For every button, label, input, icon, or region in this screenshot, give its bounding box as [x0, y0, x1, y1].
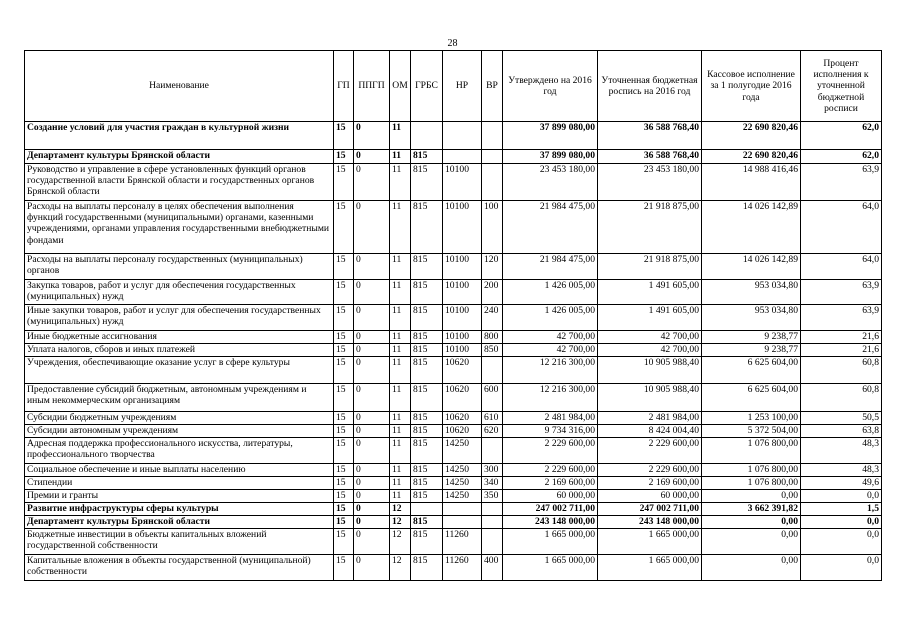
cell-vr: 850	[482, 344, 503, 357]
cell-grbs: 815	[411, 357, 443, 384]
header-grbs: ГРБС	[411, 51, 443, 122]
cell-gp: 15	[334, 477, 354, 490]
table-row	[25, 464, 882, 477]
cell-executed: 1 076 800,00	[702, 477, 801, 490]
cell-revised: 10 905 988,40	[598, 357, 702, 384]
cell-approved: 23 453 180,00	[503, 164, 598, 201]
header-executed: Кассовое исполнение за 1 полугодие 2016 года	[702, 51, 801, 122]
cell-revised: 1 491 605,00	[598, 280, 702, 305]
cell-revised: 42 700,00	[598, 331, 702, 344]
cell-ppgp: 0	[354, 201, 390, 254]
cell-gp: 15	[334, 254, 354, 280]
cell-name: Уплата налогов, сборов и иных платежей	[25, 344, 334, 357]
cell-executed: 14 988 416,46	[702, 164, 801, 201]
cell-vr: 100	[482, 201, 503, 254]
cell-om: 11	[390, 201, 411, 254]
cell-approved: 37 899 080,00	[503, 122, 598, 150]
cell-nr: 10100	[443, 254, 482, 280]
cell-name: Развитие инфраструктуры сферы культуры	[25, 503, 334, 516]
cell-om: 11	[390, 254, 411, 280]
cell-grbs: 815	[411, 555, 443, 581]
cell-nr: 11260	[443, 529, 482, 555]
cell-percent: 21,6	[801, 331, 882, 344]
cell-grbs: 815	[411, 280, 443, 305]
cell-nr: 14250	[443, 464, 482, 477]
cell-ppgp: 0	[354, 254, 390, 280]
cell-executed: 0,00	[702, 516, 801, 529]
cell-approved: 2 229 600,00	[503, 464, 598, 477]
cell-percent: 60,8	[801, 384, 882, 412]
cell-nr	[443, 122, 482, 150]
cell-nr: 11260	[443, 555, 482, 581]
cell-revised: 10 905 988,40	[598, 384, 702, 412]
cell-percent: 48,3	[801, 438, 882, 464]
cell-grbs: 815	[411, 516, 443, 529]
cell-executed: 1 076 800,00	[702, 464, 801, 477]
cell-percent: 63,8	[801, 425, 882, 438]
cell-grbs: 815	[411, 384, 443, 412]
cell-grbs: 815	[411, 425, 443, 438]
cell-grbs: 815	[411, 201, 443, 254]
table-row	[25, 516, 882, 529]
cell-executed: 1 076 800,00	[702, 438, 801, 464]
cell-approved: 2 229 600,00	[503, 438, 598, 464]
table-row	[25, 357, 882, 384]
table-row	[25, 164, 882, 201]
cell-gp: 15	[334, 425, 354, 438]
cell-revised: 2 481 984,00	[598, 412, 702, 425]
cell-ppgp: 0	[354, 164, 390, 201]
cell-nr: 10100	[443, 331, 482, 344]
cell-vr	[482, 529, 503, 555]
cell-approved: 42 700,00	[503, 344, 598, 357]
cell-name: Бюджетные инвестиции в объекты капитальных вложений государственной собственности	[25, 529, 334, 555]
cell-vr	[482, 357, 503, 384]
cell-gp: 15	[334, 503, 354, 516]
cell-approved: 21 984 475,00	[503, 201, 598, 254]
cell-om: 11	[390, 477, 411, 490]
cell-gp: 15	[334, 331, 354, 344]
cell-vr	[482, 503, 503, 516]
cell-om: 11	[390, 164, 411, 201]
table-row	[25, 201, 882, 254]
cell-approved: 1 665 000,00	[503, 529, 598, 555]
cell-percent: 48,3	[801, 464, 882, 477]
table-row	[25, 438, 882, 464]
cell-revised: 1 665 000,00	[598, 555, 702, 581]
cell-revised: 2 169 600,00	[598, 477, 702, 490]
cell-nr	[443, 516, 482, 529]
table-row	[25, 150, 882, 164]
table-row	[25, 122, 882, 150]
cell-om: 12	[390, 555, 411, 581]
cell-executed: 953 034,80	[702, 305, 801, 331]
cell-approved: 243 148 000,00	[503, 516, 598, 529]
cell-vr: 340	[482, 477, 503, 490]
cell-revised: 8 424 004,40	[598, 425, 702, 438]
cell-percent: 60,8	[801, 357, 882, 384]
cell-gp: 15	[334, 164, 354, 201]
cell-name: Адресная поддержка профессионального искусства, литературы, профессионального творчества	[25, 438, 334, 464]
header-nr: НР	[443, 51, 482, 122]
cell-om: 11	[390, 412, 411, 425]
cell-grbs: 815	[411, 477, 443, 490]
cell-nr: 10100	[443, 201, 482, 254]
cell-approved: 1 426 005,00	[503, 280, 598, 305]
cell-name: Расходы на выплаты персоналу государственных (муниципальных) органов	[25, 254, 334, 280]
cell-vr: 200	[482, 280, 503, 305]
cell-approved: 60 000,00	[503, 490, 598, 503]
cell-revised: 36 588 768,40	[598, 122, 702, 150]
cell-nr: 14250	[443, 490, 482, 503]
cell-percent: 62,0	[801, 122, 882, 150]
cell-om: 11	[390, 122, 411, 150]
cell-percent: 0,0	[801, 529, 882, 555]
table-row	[25, 384, 882, 412]
cell-approved: 9 734 316,00	[503, 425, 598, 438]
cell-vr: 600	[482, 384, 503, 412]
budget-table	[24, 50, 882, 581]
cell-vr	[482, 164, 503, 201]
cell-om: 11	[390, 344, 411, 357]
cell-approved: 2 481 984,00	[503, 412, 598, 425]
cell-name: Иные бюджетные ассигнования	[25, 331, 334, 344]
cell-vr: 620	[482, 425, 503, 438]
cell-percent: 63,9	[801, 164, 882, 201]
cell-percent: 64,0	[801, 201, 882, 254]
cell-vr: 400	[482, 555, 503, 581]
header-name: Наименование	[25, 51, 334, 122]
cell-executed: 6 625 604,00	[702, 384, 801, 412]
cell-nr: 10620	[443, 425, 482, 438]
cell-name: Руководство и управление в сфере установленных функций органов государственной власти Брянской области и государственных органов Брянской области	[25, 164, 334, 201]
header-vr: ВР	[482, 51, 503, 122]
cell-nr: 10100	[443, 164, 482, 201]
cell-gp: 15	[334, 344, 354, 357]
cell-gp: 15	[334, 384, 354, 412]
cell-percent: 62,0	[801, 150, 882, 164]
header-om: ОМ	[390, 51, 411, 122]
cell-gp: 15	[334, 357, 354, 384]
cell-name: Департамент культуры Брянской области	[25, 150, 334, 164]
header-approved: Утверждено на 2016 год	[503, 51, 598, 122]
cell-executed: 14 026 142,89	[702, 254, 801, 280]
cell-om: 12	[390, 516, 411, 529]
table-row	[25, 412, 882, 425]
cell-ppgp: 0	[354, 464, 390, 477]
cell-om: 11	[390, 280, 411, 305]
cell-grbs: 815	[411, 254, 443, 280]
cell-revised: 2 229 600,00	[598, 438, 702, 464]
cell-revised: 42 700,00	[598, 344, 702, 357]
cell-revised: 1 665 000,00	[598, 529, 702, 555]
cell-executed: 1 253 100,00	[702, 412, 801, 425]
cell-name: Расходы на выплаты персоналу в целях обеспечения выполнения функций государственными (муниципальными) органами, казенными учреждениями, органами управления государственными внебюджетными фондами	[25, 201, 334, 254]
cell-grbs: 815	[411, 438, 443, 464]
table-row	[25, 503, 882, 516]
cell-gp: 15	[334, 464, 354, 477]
cell-executed: 0,00	[702, 529, 801, 555]
cell-gp: 15	[334, 305, 354, 331]
cell-revised: 247 002 711,00	[598, 503, 702, 516]
cell-name: Предоставление субсидий бюджетным, автономным учреждениям и иным некоммерческим организациям	[25, 384, 334, 412]
cell-om: 12	[390, 503, 411, 516]
cell-nr: 10100	[443, 344, 482, 357]
cell-gp: 15	[334, 529, 354, 555]
cell-om: 11	[390, 305, 411, 331]
cell-executed: 9 238,77	[702, 331, 801, 344]
cell-percent: 50,5	[801, 412, 882, 425]
cell-vr	[482, 150, 503, 164]
cell-ppgp: 0	[354, 516, 390, 529]
cell-ppgp: 0	[354, 529, 390, 555]
cell-ppgp: 0	[354, 477, 390, 490]
header-percent: Процент исполнения к уточненной бюджетной росписи	[801, 51, 882, 122]
cell-executed: 0,00	[702, 490, 801, 503]
cell-vr: 610	[482, 412, 503, 425]
cell-executed: 5 372 504,00	[702, 425, 801, 438]
cell-vr	[482, 516, 503, 529]
table-row	[25, 331, 882, 344]
cell-om: 11	[390, 331, 411, 344]
cell-percent: 0,0	[801, 516, 882, 529]
cell-name: Субсидии автономным учреждениям	[25, 425, 334, 438]
cell-grbs: 815	[411, 464, 443, 477]
cell-gp: 15	[334, 122, 354, 150]
cell-executed: 953 034,80	[702, 280, 801, 305]
cell-approved: 42 700,00	[503, 331, 598, 344]
cell-gp: 15	[334, 555, 354, 581]
cell-gp: 15	[334, 516, 354, 529]
cell-nr: 14250	[443, 438, 482, 464]
cell-approved: 12 216 300,00	[503, 384, 598, 412]
cell-revised: 23 453 180,00	[598, 164, 702, 201]
cell-grbs: 815	[411, 331, 443, 344]
cell-approved: 1 426 005,00	[503, 305, 598, 331]
cell-ppgp: 0	[354, 490, 390, 503]
cell-ppgp: 0	[354, 412, 390, 425]
cell-approved: 2 169 600,00	[503, 477, 598, 490]
cell-om: 11	[390, 425, 411, 438]
table-row	[25, 477, 882, 490]
cell-revised: 60 000,00	[598, 490, 702, 503]
cell-approved: 37 899 080,00	[503, 150, 598, 164]
table-header-row	[25, 51, 882, 122]
cell-grbs: 815	[411, 164, 443, 201]
cell-executed: 14 026 142,89	[702, 201, 801, 254]
cell-name: Капитальные вложения в объекты государственной (муниципальной) собственности	[25, 555, 334, 581]
cell-revised: 2 229 600,00	[598, 464, 702, 477]
cell-vr	[482, 438, 503, 464]
cell-percent: 21,6	[801, 344, 882, 357]
cell-nr: 10620	[443, 412, 482, 425]
cell-name: Субсидии бюджетным учреждениям	[25, 412, 334, 425]
table-row	[25, 344, 882, 357]
cell-nr: 10620	[443, 384, 482, 412]
cell-nr: 10620	[443, 357, 482, 384]
cell-name: Социальное обеспечение и иные выплаты населению	[25, 464, 334, 477]
cell-percent: 0,0	[801, 490, 882, 503]
cell-ppgp: 0	[354, 122, 390, 150]
cell-grbs: 815	[411, 412, 443, 425]
cell-grbs: 815	[411, 529, 443, 555]
header-ppgp: ППГП	[354, 51, 390, 122]
cell-gp: 15	[334, 150, 354, 164]
cell-gp: 15	[334, 280, 354, 305]
cell-ppgp: 0	[354, 357, 390, 384]
cell-percent: 64,0	[801, 254, 882, 280]
cell-om: 11	[390, 438, 411, 464]
page-number: 28	[447, 38, 458, 49]
table-row	[25, 555, 882, 581]
cell-vr: 350	[482, 490, 503, 503]
cell-executed: 9 238,77	[702, 344, 801, 357]
table-row	[25, 425, 882, 438]
cell-ppgp: 0	[354, 438, 390, 464]
cell-name: Иные закупки товаров, работ и услуг для обеспечения государственных (муниципальных) нужд	[25, 305, 334, 331]
cell-gp: 15	[334, 412, 354, 425]
cell-vr: 300	[482, 464, 503, 477]
cell-ppgp: 0	[354, 344, 390, 357]
cell-nr: 10100	[443, 305, 482, 331]
cell-nr: 14250	[443, 477, 482, 490]
cell-revised: 21 918 875,00	[598, 254, 702, 280]
cell-grbs	[411, 122, 443, 150]
cell-grbs	[411, 503, 443, 516]
cell-grbs: 815	[411, 305, 443, 331]
cell-nr	[443, 150, 482, 164]
table-row	[25, 280, 882, 305]
table-row	[25, 529, 882, 555]
cell-name: Закупка товаров, работ и услуг для обеспечения государственных (муниципальных) нужд	[25, 280, 334, 305]
cell-name: Департамент культуры Брянской области	[25, 516, 334, 529]
cell-vr: 800	[482, 331, 503, 344]
cell-vr: 120	[482, 254, 503, 280]
cell-percent: 0,0	[801, 555, 882, 581]
cell-percent: 49,6	[801, 477, 882, 490]
cell-name: Создание условий для участия граждан в культурной жизни	[25, 122, 334, 150]
cell-executed: 3 662 391,82	[702, 503, 801, 516]
cell-approved: 12 216 300,00	[503, 357, 598, 384]
cell-revised: 243 148 000,00	[598, 516, 702, 529]
cell-om: 12	[390, 529, 411, 555]
cell-om: 11	[390, 464, 411, 477]
cell-ppgp: 0	[354, 305, 390, 331]
cell-ppgp: 0	[354, 280, 390, 305]
cell-revised: 21 918 875,00	[598, 201, 702, 254]
cell-gp: 15	[334, 490, 354, 503]
header-revised: Уточненная бюджетная роспись на 2016 год	[598, 51, 702, 122]
cell-percent: 1,5	[801, 503, 882, 516]
cell-executed: 0,00	[702, 555, 801, 581]
cell-ppgp: 0	[354, 331, 390, 344]
cell-name: Учреждения, обеспечивающие оказание услуг в сфере культуры	[25, 357, 334, 384]
table-row	[25, 490, 882, 503]
table-row	[25, 254, 882, 280]
cell-om: 11	[390, 490, 411, 503]
cell-vr	[482, 122, 503, 150]
table-row	[25, 305, 882, 331]
cell-nr: 10100	[443, 280, 482, 305]
cell-approved: 247 002 711,00	[503, 503, 598, 516]
cell-approved: 1 665 000,00	[503, 555, 598, 581]
cell-revised: 36 588 768,40	[598, 150, 702, 164]
cell-grbs: 815	[411, 344, 443, 357]
cell-ppgp: 0	[354, 555, 390, 581]
cell-gp: 15	[334, 438, 354, 464]
cell-vr: 240	[482, 305, 503, 331]
cell-revised: 1 491 605,00	[598, 305, 702, 331]
cell-executed: 22 690 820,46	[702, 122, 801, 150]
cell-ppgp: 0	[354, 150, 390, 164]
cell-om: 11	[390, 357, 411, 384]
cell-grbs: 815	[411, 150, 443, 164]
cell-executed: 6 625 604,00	[702, 357, 801, 384]
cell-approved: 21 984 475,00	[503, 254, 598, 280]
cell-executed: 22 690 820,46	[702, 150, 801, 164]
cell-name: Премии и гранты	[25, 490, 334, 503]
cell-ppgp: 0	[354, 384, 390, 412]
header-gp: ГП	[334, 51, 354, 122]
cell-nr	[443, 503, 482, 516]
cell-percent: 63,9	[801, 305, 882, 331]
cell-gp: 15	[334, 201, 354, 254]
cell-ppgp: 0	[354, 503, 390, 516]
cell-ppgp: 0	[354, 425, 390, 438]
cell-percent: 63,9	[801, 280, 882, 305]
cell-om: 11	[390, 384, 411, 412]
cell-name: Стипендии	[25, 477, 334, 490]
cell-grbs: 815	[411, 490, 443, 503]
cell-om: 11	[390, 150, 411, 164]
